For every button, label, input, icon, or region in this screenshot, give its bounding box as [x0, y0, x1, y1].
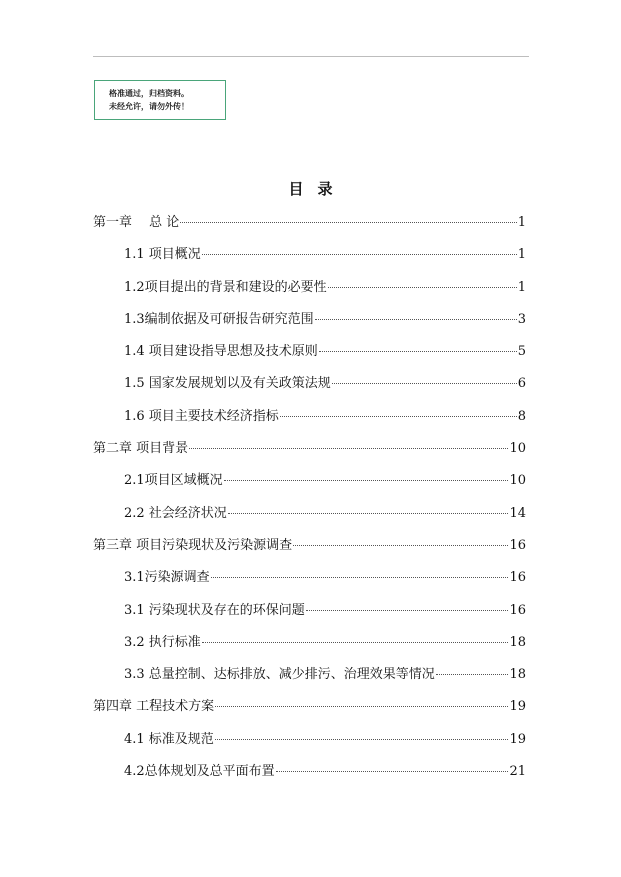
toc-entry-page: 19 — [509, 731, 526, 747]
toc-leader-dots — [211, 577, 509, 578]
toc-entry-label: 1.5 国家发展规划以及有关政策法规 — [124, 376, 331, 392]
toc-entry-label: 1.6 项目主要技术经济指标 — [124, 408, 279, 424]
toc-entry-page: 8 — [517, 408, 526, 424]
toc-entry[interactable] — [93, 368, 526, 400]
toc-entry-label: 1.3编制依据及可研报告研究范围 — [124, 311, 314, 327]
toc-entry-page: 6 — [517, 376, 526, 392]
stamp-line-2: 未经允许，请勿外传！ — [109, 102, 189, 111]
toc-leader-dots — [276, 771, 509, 772]
toc-leader-dots — [180, 222, 516, 223]
toc-entry-page: 14 — [509, 505, 526, 521]
toc-entry-page: 19 — [509, 699, 526, 715]
toc-entry-label: 第三章 项目污染现状及污染源调查 — [93, 537, 293, 553]
toc-entry[interactable] — [93, 336, 526, 368]
toc-entry-page: 1 — [517, 215, 526, 230]
toc-entry-label: 4.1 标准及规范 — [124, 731, 214, 747]
toc-leader-dots — [202, 254, 517, 255]
toc-entry[interactable] — [93, 304, 526, 336]
toc-entry-label: 4.2总体规划及总平面布置 — [124, 764, 275, 780]
toc-entry-label: 3.2 执行标准 — [124, 634, 201, 650]
toc-entry-page: 10 — [509, 473, 526, 489]
toc-entry-page: 1 — [517, 247, 526, 263]
toc-entry[interactable] — [93, 627, 526, 659]
toc-leader-dots — [315, 319, 517, 320]
toc-entry-page: 18 — [509, 634, 526, 650]
toc-leader-dots — [328, 287, 517, 288]
toc-leader-dots — [189, 448, 508, 449]
toc-entry-page: 5 — [517, 344, 526, 360]
toc-entry[interactable] — [93, 465, 526, 497]
toc-entry[interactable] — [93, 724, 526, 756]
toc-entry-label: 2.2 社会经济状况 — [124, 505, 227, 521]
toc-entry-label: 1.4 项目建设指导思想及技术原则 — [124, 344, 318, 360]
toc-entry[interactable] — [93, 659, 526, 691]
toc-entry-page: 1 — [517, 279, 526, 295]
toc-entry[interactable] — [93, 433, 526, 465]
toc-entry-page: 3 — [517, 311, 526, 327]
toc-entry-label: 3.1污染源调查 — [124, 570, 210, 586]
toc-entry[interactable] — [93, 530, 526, 562]
toc-entry-page: 16 — [509, 602, 526, 618]
toc-entry-label: 第二章 项目背景 — [93, 441, 189, 457]
toc-entry[interactable] — [93, 239, 526, 271]
toc-entry-label: 3.3 总量控制、达标排放、减少排污、治理效果等情况 — [124, 667, 435, 683]
stamp-line-1: 格准通过，归档资料。 — [109, 89, 189, 98]
toc-entry-label: 1.2项目提出的背景和建设的必要性 — [124, 279, 327, 295]
toc-leader-dots — [293, 545, 508, 546]
toc-entry-page: 16 — [509, 570, 526, 586]
toc-leader-dots — [215, 706, 508, 707]
toc-leader-dots — [332, 383, 517, 384]
toc-entry[interactable] — [93, 498, 526, 530]
toc-title: 目录 — [288, 180, 347, 198]
toc-entry[interactable] — [93, 401, 526, 433]
toc-entry-label: 3.1 污染现状及存在的环保问题 — [124, 602, 305, 618]
toc-leader-dots — [306, 610, 509, 611]
toc-entry[interactable] — [93, 691, 526, 723]
toc-entry-page: 18 — [509, 667, 526, 683]
toc-entry-label: 第一章 总 论 — [93, 215, 180, 230]
toc-leader-dots — [319, 351, 517, 352]
toc-entry[interactable] — [93, 595, 526, 627]
header-rule — [93, 56, 529, 57]
toc-entry-page: 16 — [509, 537, 526, 553]
toc-leader-dots — [215, 739, 509, 740]
toc-entry-page: 21 — [509, 764, 526, 780]
toc-entry-page: 10 — [509, 441, 526, 457]
toc-leader-dots — [224, 480, 509, 481]
toc-entry-label: 2.1项目区域概况 — [124, 473, 223, 489]
toc-entry[interactable] — [93, 207, 526, 239]
toc-leader-dots — [228, 513, 509, 514]
toc-entry[interactable] — [93, 756, 526, 788]
toc-leader-dots — [202, 642, 509, 643]
toc-leader-dots — [280, 416, 517, 417]
toc-entry-label: 第四章 工程技术方案 — [93, 699, 215, 715]
toc-entry-label: 1.1 项目概况 — [124, 247, 201, 263]
toc-leader-dots — [436, 674, 509, 675]
archive-stamp — [94, 80, 226, 120]
toc-entry[interactable] — [93, 562, 526, 594]
table-of-contents — [93, 207, 526, 788]
toc-entry[interactable] — [93, 272, 526, 304]
